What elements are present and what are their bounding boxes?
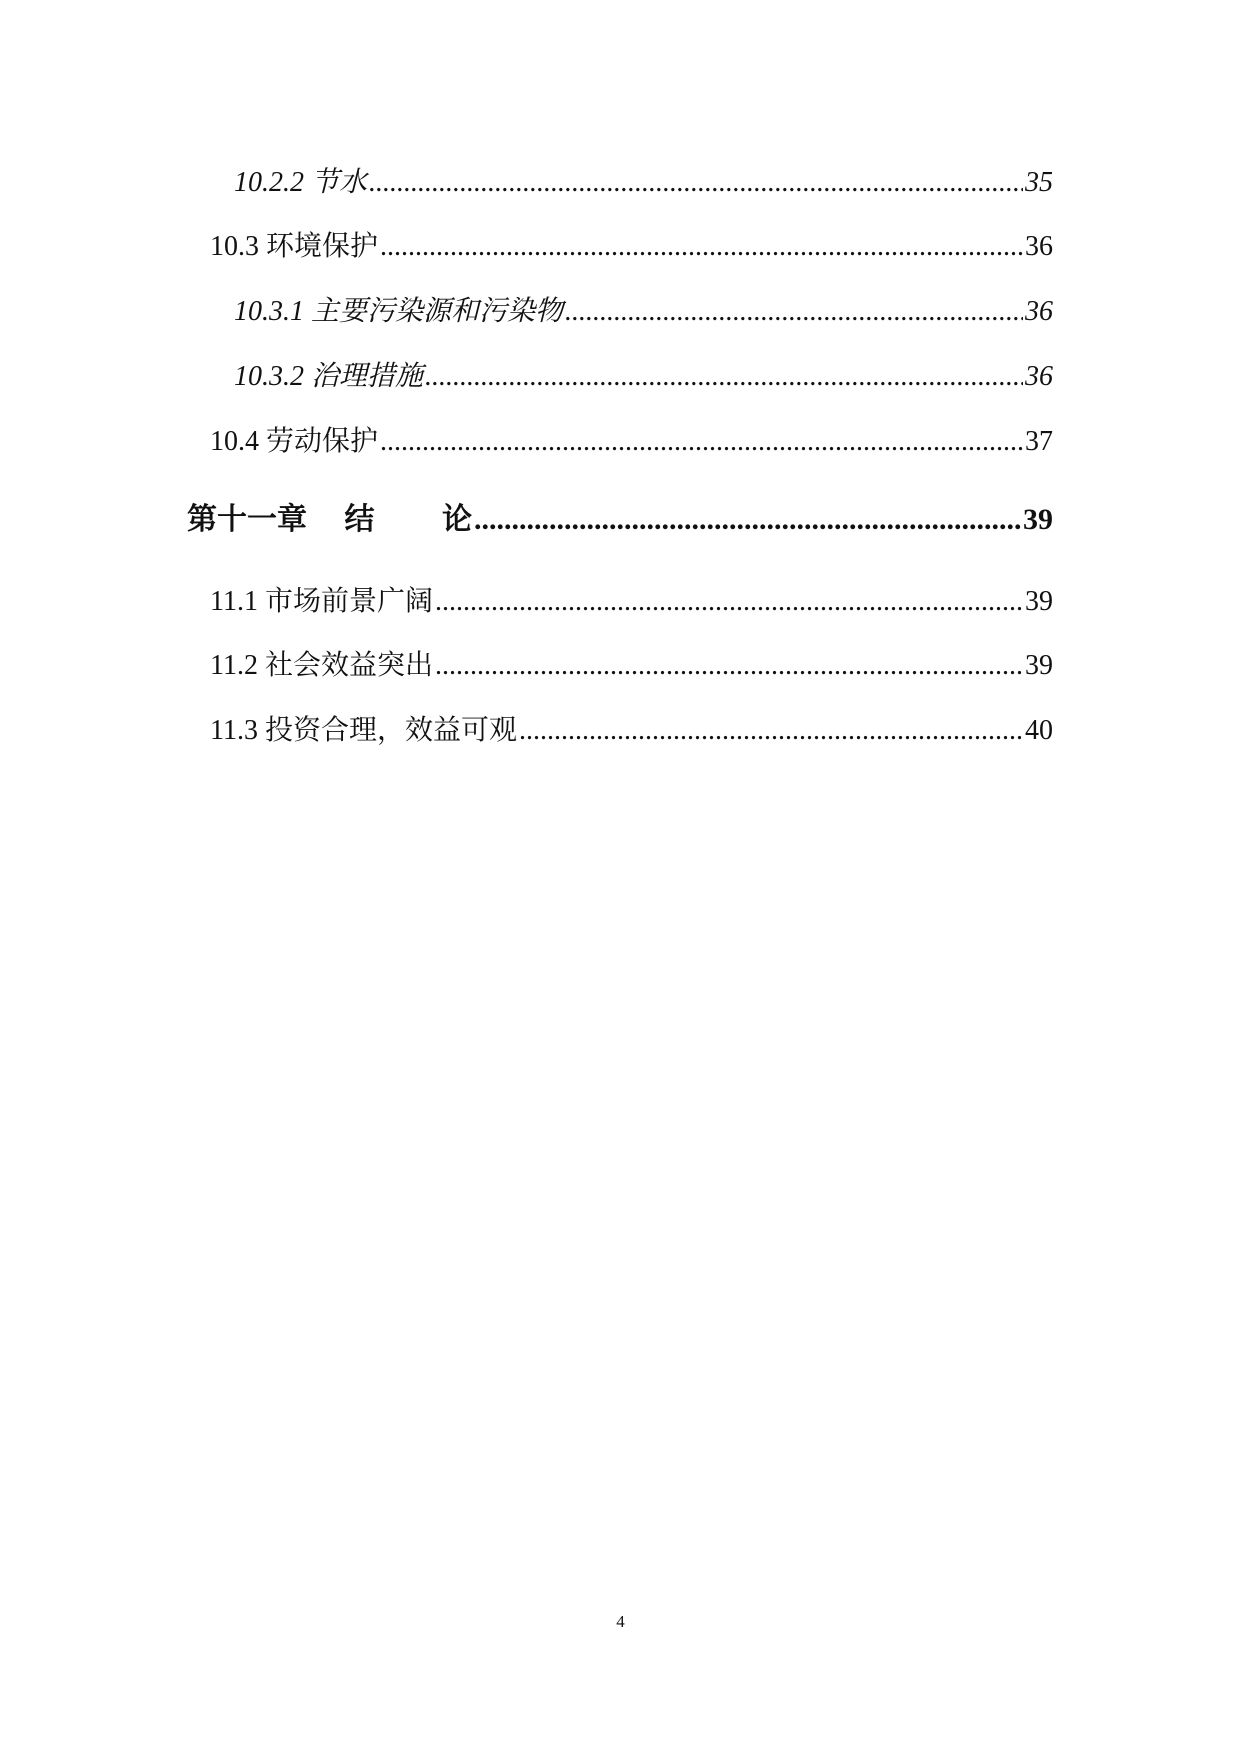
toc-entry-10-3[interactable] <box>210 229 1053 265</box>
toc-leader-dots <box>380 229 1023 265</box>
toc-entry-label: 11.3 投资合理，效益可观 <box>210 715 517 746</box>
toc-leader-dots <box>474 500 1021 540</box>
toc-entry-10-3-2[interactable] <box>234 359 1053 395</box>
toc-leader-dots <box>369 165 1023 201</box>
toc-entry-label: 第十一章 结 论 <box>187 503 472 536</box>
toc-leader-dots <box>435 584 1023 620</box>
toc-entry-10-4[interactable] <box>210 424 1053 460</box>
toc-entry-label: 11.2 社会效益突出 <box>210 650 433 681</box>
toc-entry-page: 36 <box>1025 296 1053 327</box>
toc-entry-page: 37 <box>1025 426 1053 457</box>
toc-leader-dots <box>519 713 1023 749</box>
toc-entry-label: 10.4 劳动保护 <box>210 426 379 457</box>
toc-leader-dots <box>435 648 1023 684</box>
toc-entry-page: 39 <box>1025 650 1053 681</box>
toc-entry-page: 39 <box>1025 586 1053 617</box>
toc-entry-page: 36 <box>1025 361 1053 392</box>
toc-leader-dots <box>425 359 1023 395</box>
toc-entry-11-2[interactable] <box>210 648 1053 684</box>
toc-entry-page: 39 <box>1023 503 1053 536</box>
toc-entry-label: 10.3.1 主要污染源和污染物 <box>234 296 564 327</box>
toc-entry-page: 40 <box>1025 715 1053 746</box>
toc-entry-label: 10.3.2 治理措施 <box>234 361 424 392</box>
page-number: 4 <box>616 1612 625 1631</box>
toc-entry-11-3[interactable] <box>210 713 1053 749</box>
toc-entry-10-3-1[interactable] <box>234 294 1053 330</box>
toc-leader-dots <box>380 424 1023 460</box>
toc-entry-11-1[interactable] <box>210 584 1053 620</box>
toc-entry-page: 36 <box>1025 231 1053 262</box>
toc-leader-dots <box>565 294 1023 330</box>
toc-entry-chapter-11[interactable] <box>187 500 1053 540</box>
toc-entry-label: 10.3 环境保护 <box>210 231 379 262</box>
toc-entry-label: 10.2.2 节水 <box>234 167 368 198</box>
toc-entry-10-2-2[interactable] <box>234 165 1053 201</box>
toc-entry-page: 35 <box>1025 167 1053 198</box>
toc-entry-label: 11.1 市场前景广阔 <box>210 586 433 617</box>
